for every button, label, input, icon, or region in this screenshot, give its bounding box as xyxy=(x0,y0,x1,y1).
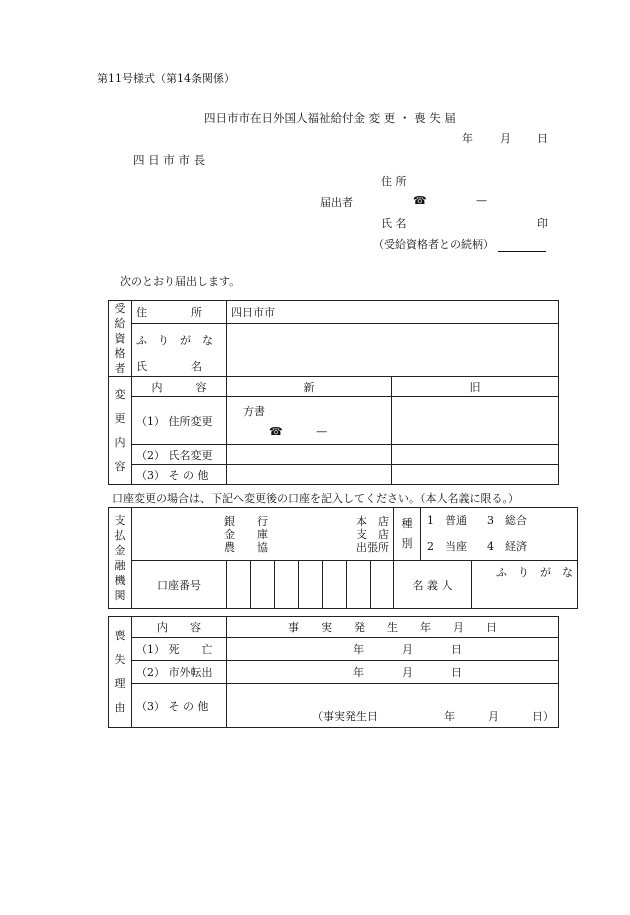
kind-options[interactable] xyxy=(421,508,578,561)
kind-option-ordinary[interactable]: 1 普通 xyxy=(427,514,467,527)
date-year: 年 xyxy=(462,132,473,145)
eligible-furigana-label: ふ り が な xyxy=(132,324,227,357)
eligible-name-field[interactable] xyxy=(227,324,559,377)
change-col-new: 新 xyxy=(227,377,392,397)
loss-table xyxy=(108,616,559,728)
year-label: 年 xyxy=(353,666,364,679)
account-digit-3[interactable] xyxy=(275,561,299,609)
eligible-name-label: 氏 名 xyxy=(132,357,227,377)
loss-row-moved-date[interactable] xyxy=(227,661,559,684)
loss-row-other-label: （3） そ の 他 xyxy=(132,684,227,728)
change-row-other-new[interactable] xyxy=(227,465,392,485)
loss-col-content: 内 容 xyxy=(132,617,227,638)
holder-furigana: ふ り が な xyxy=(496,566,573,579)
kind-option-general[interactable]: 3 総合 xyxy=(487,514,527,527)
branch-type-branch: 支 店 xyxy=(356,527,389,541)
bank-type-vault: 金 庫 xyxy=(224,527,268,541)
change-col-content: 内 容 xyxy=(132,377,227,397)
loss-col-date: 事 実 発 生 年 月 日 xyxy=(227,617,559,638)
phone-icon: ☎ xyxy=(269,425,283,438)
loss-row-death-label: （1） 死 亡 xyxy=(132,638,227,661)
bank-type-agri: 農 協 xyxy=(224,540,268,554)
relation-field[interactable] xyxy=(373,236,546,252)
branch-type-main: 本 店 xyxy=(356,514,389,528)
branch-type-office: 出張所 xyxy=(356,540,389,554)
account-digit-4[interactable] xyxy=(299,561,323,609)
change-row-name-label: （2） 氏名変更 xyxy=(132,445,227,465)
account-number-label: 口座番号 xyxy=(132,561,227,609)
kind-label: 種 別 xyxy=(394,508,421,561)
change-row-name-old[interactable] xyxy=(392,445,559,465)
change-side-label: 変 更 内 容 xyxy=(109,377,132,485)
bank-name-field[interactable] xyxy=(132,508,394,561)
change-row-address-old[interactable] xyxy=(392,397,559,445)
change-row-name-new[interactable] xyxy=(227,445,392,465)
date-month: 月 xyxy=(500,132,511,145)
loss-row-death-date[interactable] xyxy=(227,638,559,661)
month-label: 月 xyxy=(402,666,413,679)
loss-row-moved-label: （2） 市外転出 xyxy=(132,661,227,684)
occurrence-date: （事実発生日 年 月 日） xyxy=(312,710,554,723)
month-label: 月 xyxy=(402,643,413,656)
phone-dash: — xyxy=(316,425,328,438)
account-digit-2[interactable] xyxy=(251,561,275,609)
applicant-address-label: 住 所 xyxy=(381,175,407,188)
phone-dash: — xyxy=(476,194,487,207)
change-row-other-old[interactable] xyxy=(392,465,559,485)
account-digit-6[interactable] xyxy=(347,561,371,609)
change-row-address-new[interactable] xyxy=(227,397,392,445)
account-note: 口座変更の場合は、下記へ変更後の口座を記入してください。（本人名義に限る。） xyxy=(112,492,519,505)
change-table xyxy=(108,300,559,485)
loss-side-label: 喪 失 理 由 xyxy=(109,617,132,728)
change-row-address-label: （1） 住所変更 xyxy=(132,397,227,445)
kind-option-economy[interactable]: 4 経済 xyxy=(487,540,527,553)
loss-row-other-field[interactable] xyxy=(227,684,559,728)
filer-label: 届出者 xyxy=(320,196,353,209)
eligible-side-label: 受 給 資 格 者 xyxy=(109,301,132,377)
relation-label: （受給資格者との続柄） xyxy=(373,238,494,251)
intro-text: 次のとおり届出します。 xyxy=(120,275,241,288)
addressee: 四 日 市 市 長 xyxy=(133,153,206,167)
phone-icon: ☎ xyxy=(413,194,427,207)
kind-option-current[interactable]: 2 当座 xyxy=(427,540,467,553)
account-digit-7[interactable] xyxy=(371,561,394,609)
bank-type-bank: 銀 行 xyxy=(224,514,268,528)
bank-side-label: 支 払 金 融 機 関 xyxy=(109,508,132,609)
applicant-name-label: 氏 名 xyxy=(381,217,407,230)
bank-table xyxy=(108,507,578,609)
kata-label: 方書 xyxy=(243,405,265,418)
account-digit-5[interactable] xyxy=(323,561,347,609)
change-col-old: 旧 xyxy=(392,377,559,397)
account-digit-1[interactable] xyxy=(227,561,251,609)
form-number: 第11号様式（第14条関係） xyxy=(97,72,235,85)
day-label: 日 xyxy=(451,643,462,656)
holder-field[interactable] xyxy=(472,561,578,609)
year-label: 年 xyxy=(353,643,364,656)
eligible-address-label: 住 所 xyxy=(132,301,227,324)
change-row-other-label: （3） そ の 他 xyxy=(132,465,227,485)
eligible-address-field[interactable]: 四日市市 xyxy=(227,301,559,324)
relation-underline xyxy=(498,241,546,252)
date-day: 日 xyxy=(537,132,548,145)
seal-label: 印 xyxy=(537,217,548,230)
page-title: 四日市市在日外国人福祉給付金 変 更 ・ 喪 失 届 xyxy=(204,111,456,125)
day-label: 日 xyxy=(451,666,462,679)
holder-label: 名 義 人 xyxy=(394,561,472,609)
